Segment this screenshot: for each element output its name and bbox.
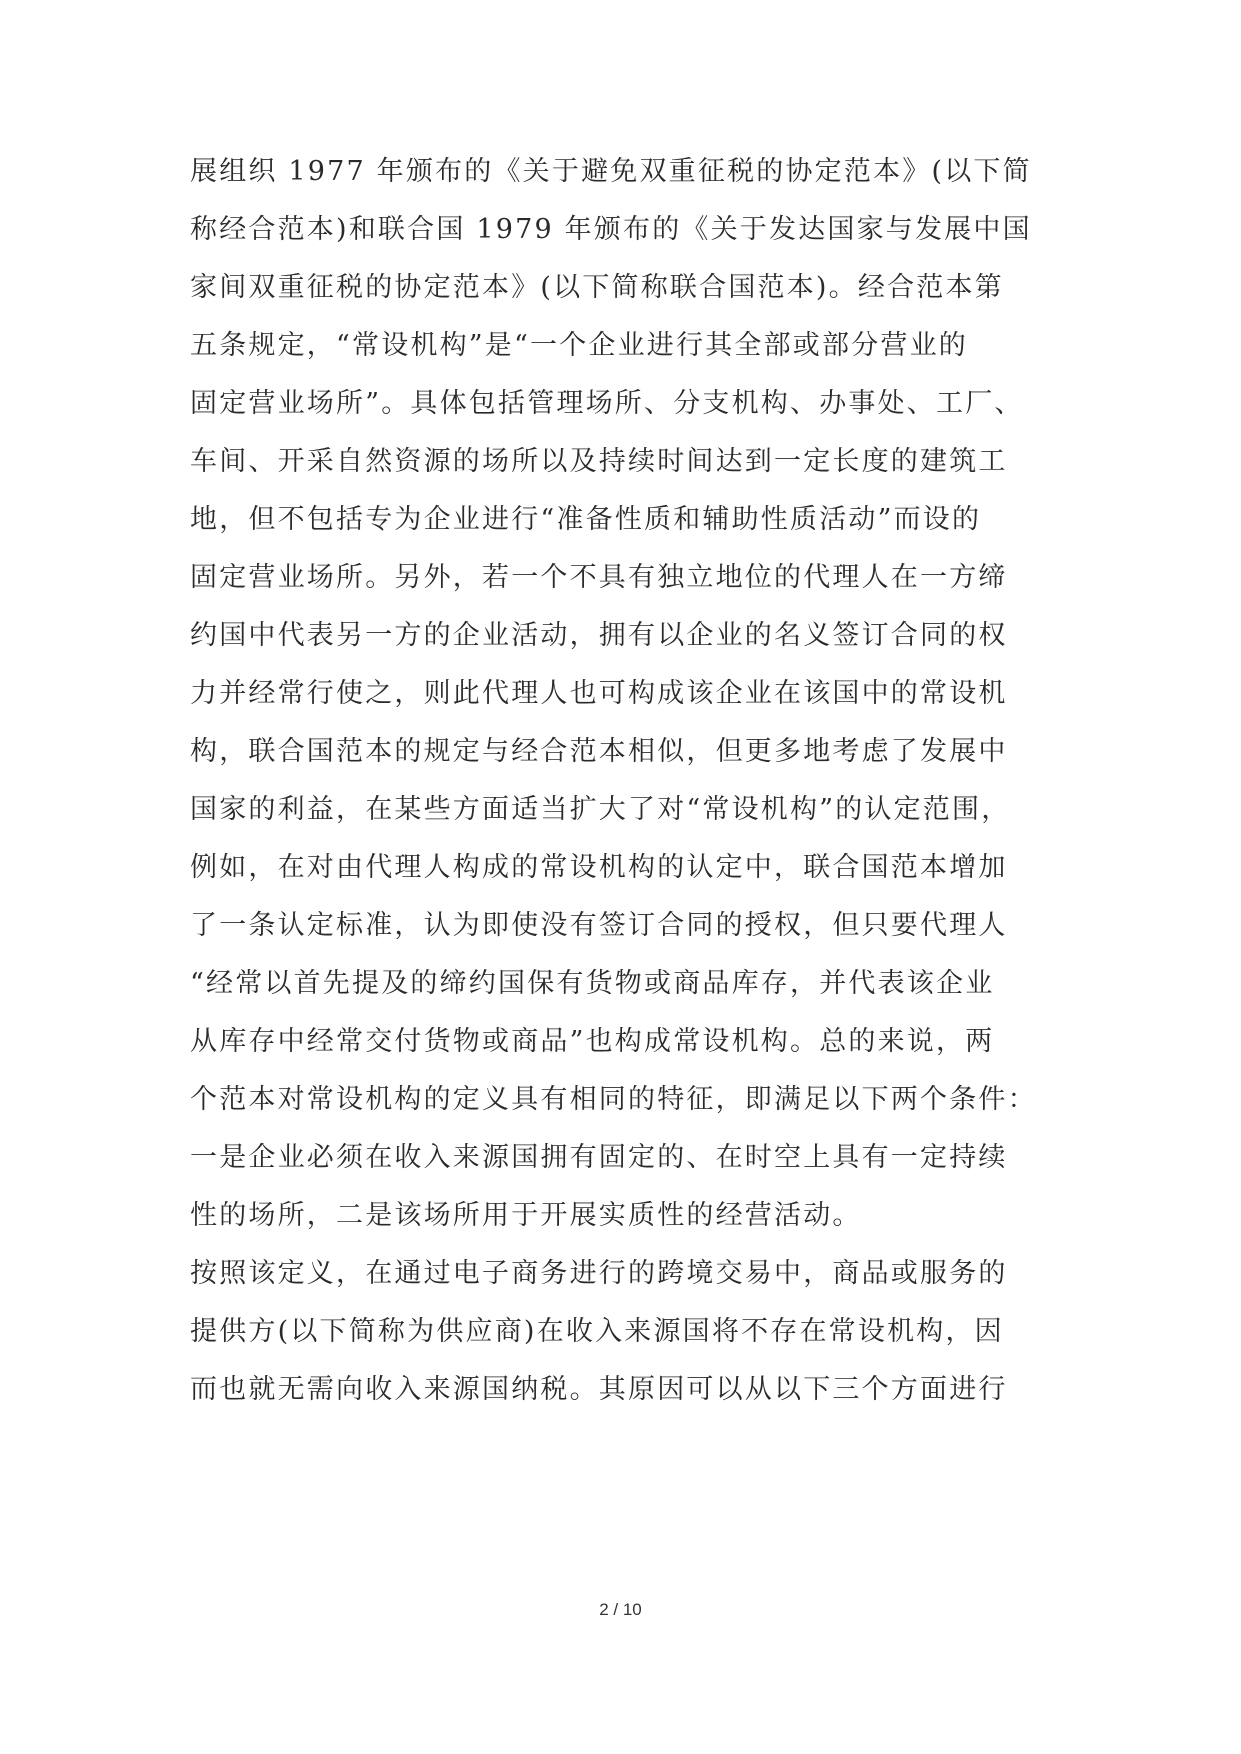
text-line: 一是企业必须在收入来源国拥有固定的、在时空上具有一定持续 bbox=[190, 1142, 1008, 1173]
text-line: 五条规定，“常设机构”是“一个企业进行其全部或部分营业的 bbox=[190, 330, 969, 361]
text-line: 约国中代表另一方的企业活动，拥有以企业的名义签订合同的权 bbox=[190, 620, 1008, 651]
text-line: 称经合范本)和联合国 1979 年颁布的《关于发达国家与发展中国 bbox=[190, 214, 1032, 245]
text-line: 构，联合国范本的规定与经合范本相似，但更多地考虑了发展中 bbox=[190, 736, 1008, 767]
text-line: 个范本对常设机构的定义具有相同的特征，即满足以下两个条件： bbox=[190, 1084, 1037, 1115]
text-line: 固定营业场所。另外，若一个不具有独立地位的代理人在一方缔 bbox=[190, 562, 1008, 593]
text-line: 例如，在对由代理人构成的常设机构的认定中，联合国范本增加 bbox=[190, 852, 1008, 883]
text-line: 国家的利益，在某些方面适当扩大了对“常设机构”的认定范围， bbox=[190, 794, 1011, 825]
text-line: 从库存中经常交付货物或商品”也构成常设机构。总的来说，两 bbox=[190, 1026, 995, 1057]
text-line: 性的场所，二是该场所用于开展实质性的经营活动。 bbox=[190, 1200, 862, 1231]
text-line: 了一条认定标准，认为即使没有签订合同的授权，但只要代理人 bbox=[190, 910, 1008, 941]
text-line: 提供方(以下简称为供应商)在收入来源国将不存在常设机构，因 bbox=[190, 1316, 1004, 1347]
text-line: 地，但不包括专为企业进行“准备性质和辅助性质活动”而设的 bbox=[190, 504, 982, 535]
page-number: 2 / 10 bbox=[599, 1600, 642, 1619]
text-line: 而也就无需向收入来源国纳税。其原因可以从以下三个方面进行 bbox=[190, 1374, 1008, 1405]
text-line: “经常以首先提及的缔约国保有货物或商品库存，并代表该企业 bbox=[190, 968, 995, 999]
text-line: 按照该定义，在通过电子商务进行的跨境交易中，商品或服务的 bbox=[190, 1258, 1008, 1289]
text-line: 展组织 1977 年颁布的《关于避免双重征税的协定范本》(以下简 bbox=[190, 156, 1032, 187]
text-line: 固定营业场所”。具体包括管理场所、分支机构、办事处、工厂、 bbox=[190, 388, 1024, 419]
text-line: 车间、开采自然资源的场所以及持续时间达到一定长度的建筑工 bbox=[190, 446, 1008, 477]
text-line: 力并经常行使之，则此代理人也可构成该企业在该国中的常设机 bbox=[190, 678, 1008, 709]
text-line: 家间双重征税的协定范本》(以下简称联合国范本)。经合范本第 bbox=[190, 272, 1004, 303]
